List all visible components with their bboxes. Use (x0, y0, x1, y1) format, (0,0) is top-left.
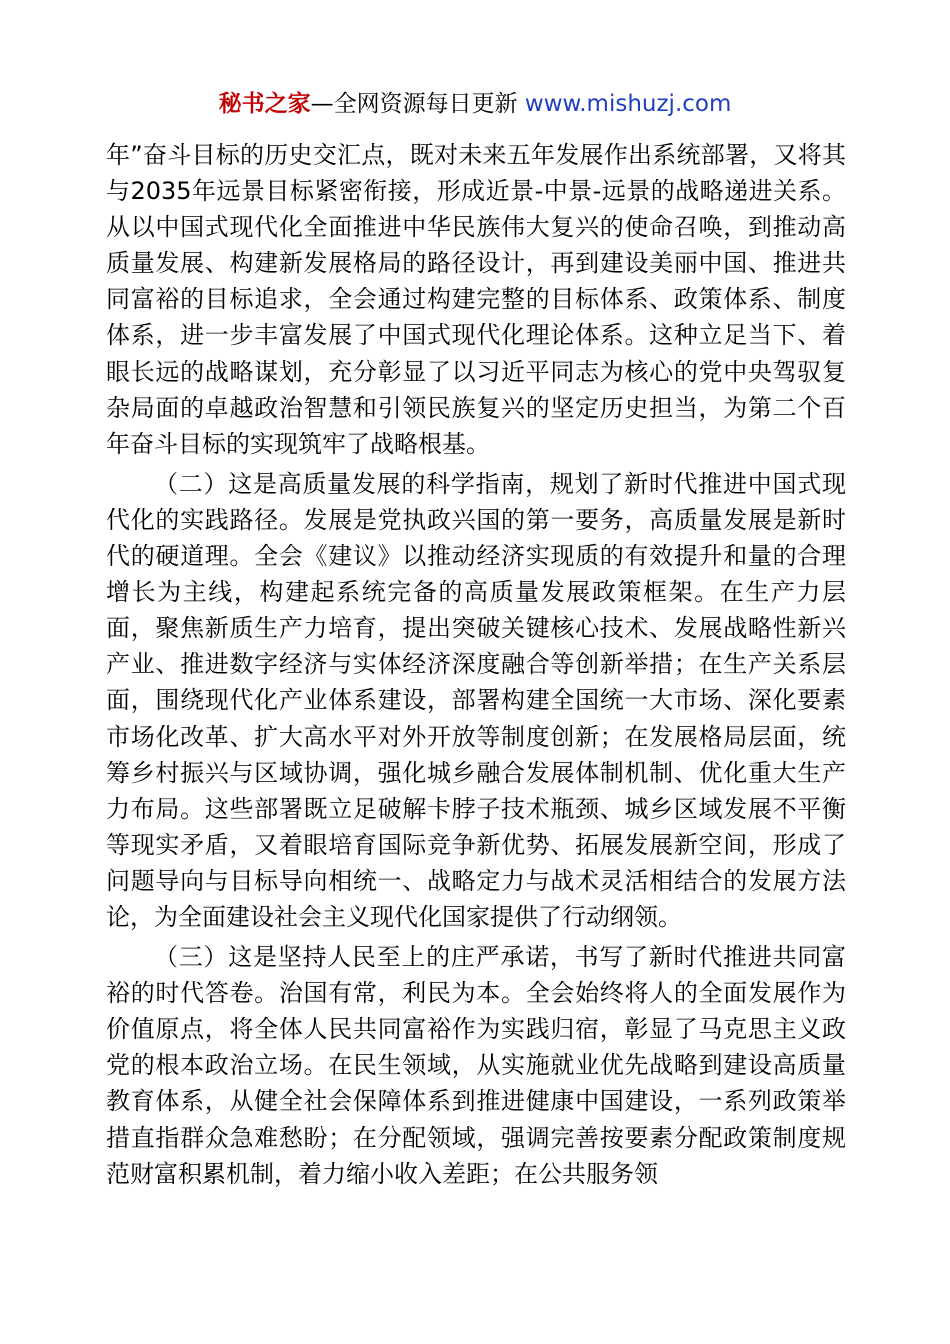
header-tagline: —全网资源每日更新 (310, 91, 525, 117)
paragraph-section-2: （二）这是高质量发展的科学指南，规划了新时代推进中国式现代化的实践路径。发展是党执政兴国的第一要务，高质量发展是新时代的硬道理。全会《建议》以推动经济实现质的有效提升和量的合理增长为主线，构建起系统完备的高质量发展政策框架。在生产力层面，聚焦新质生产力培育，提出突破关键核心技术、发展战略性新兴产业、推进数字经济与实体经济深度融合等创新举措；在生产关系层面，围绕现代化产业体系建设，部署构建全国统一大市场、深化要素市场化改革、扩大高水平对外开放等制度创新；在发展格局层面，统筹乡村振兴与区域协调，强化城乡融合发展体制机制、优化重大生产力布局。这些部署既立足破解卡脖子技术瓶颈、城乡区域发展不平衡等现实矛盾，又着眼培育国际竞争新优势、拓展发展新空间，形成了问题导向与目标导向相统一、战略定力与战术灵活相结合的发展方法论，为全面建设社会主义现代化国家提供了行动纲领。 (106, 469, 846, 931)
paragraph-section-3: （三）这是坚持人民至上的庄严承诺，书写了新时代推进共同富裕的时代答卷。治国有常，利民为本。全会始终将人的全面发展作为价值原点，将全体人民共同富裕作为实践归宿，彰显了马克思主义政党的根本政治立场。在民生领域，从实施就业优先战略到建设高质量教育体系，从健全社会保障体系到推进健康中国建设，一系列政策举措直指群众急难愁盼；在分配领域，强调完善按要素分配政策制度规范财富积累机制，着力缩小收入差距；在公共服务领 (106, 943, 846, 1188)
brand-name: 秘书之家 (218, 91, 311, 117)
site-url-link[interactable]: www.mishuzj.com (524, 91, 732, 117)
page-header (0, 88, 950, 120)
paragraph-continued: 年”奋斗目标的历史交汇点，既对未来五年发展作出系统部署，又将其与2035年远景目标紧密衔接，形成近景-中景-远景的战略递进关系。从以中国式现代化全面推进中华民族伟大复兴的使命召唤，到推动高质量发展、构建新发展格局的路径设计，再到建设美丽中国、推进共同富裕的目标追求，全会通过构建完整的目标体系、政策体系、制度体系，进一步丰富发展了中国式现代化理论体系。这种立足当下、着眼长远的战略谋划，充分彰显了以习近平同志为核心的党中央驾驭复杂局面的卓越政治智慧和引领民族复兴的坚定历史担当，为第二个百年奋斗目标的实现筑牢了战略根基。 (106, 141, 846, 458)
document-body (106, 137, 846, 1192)
